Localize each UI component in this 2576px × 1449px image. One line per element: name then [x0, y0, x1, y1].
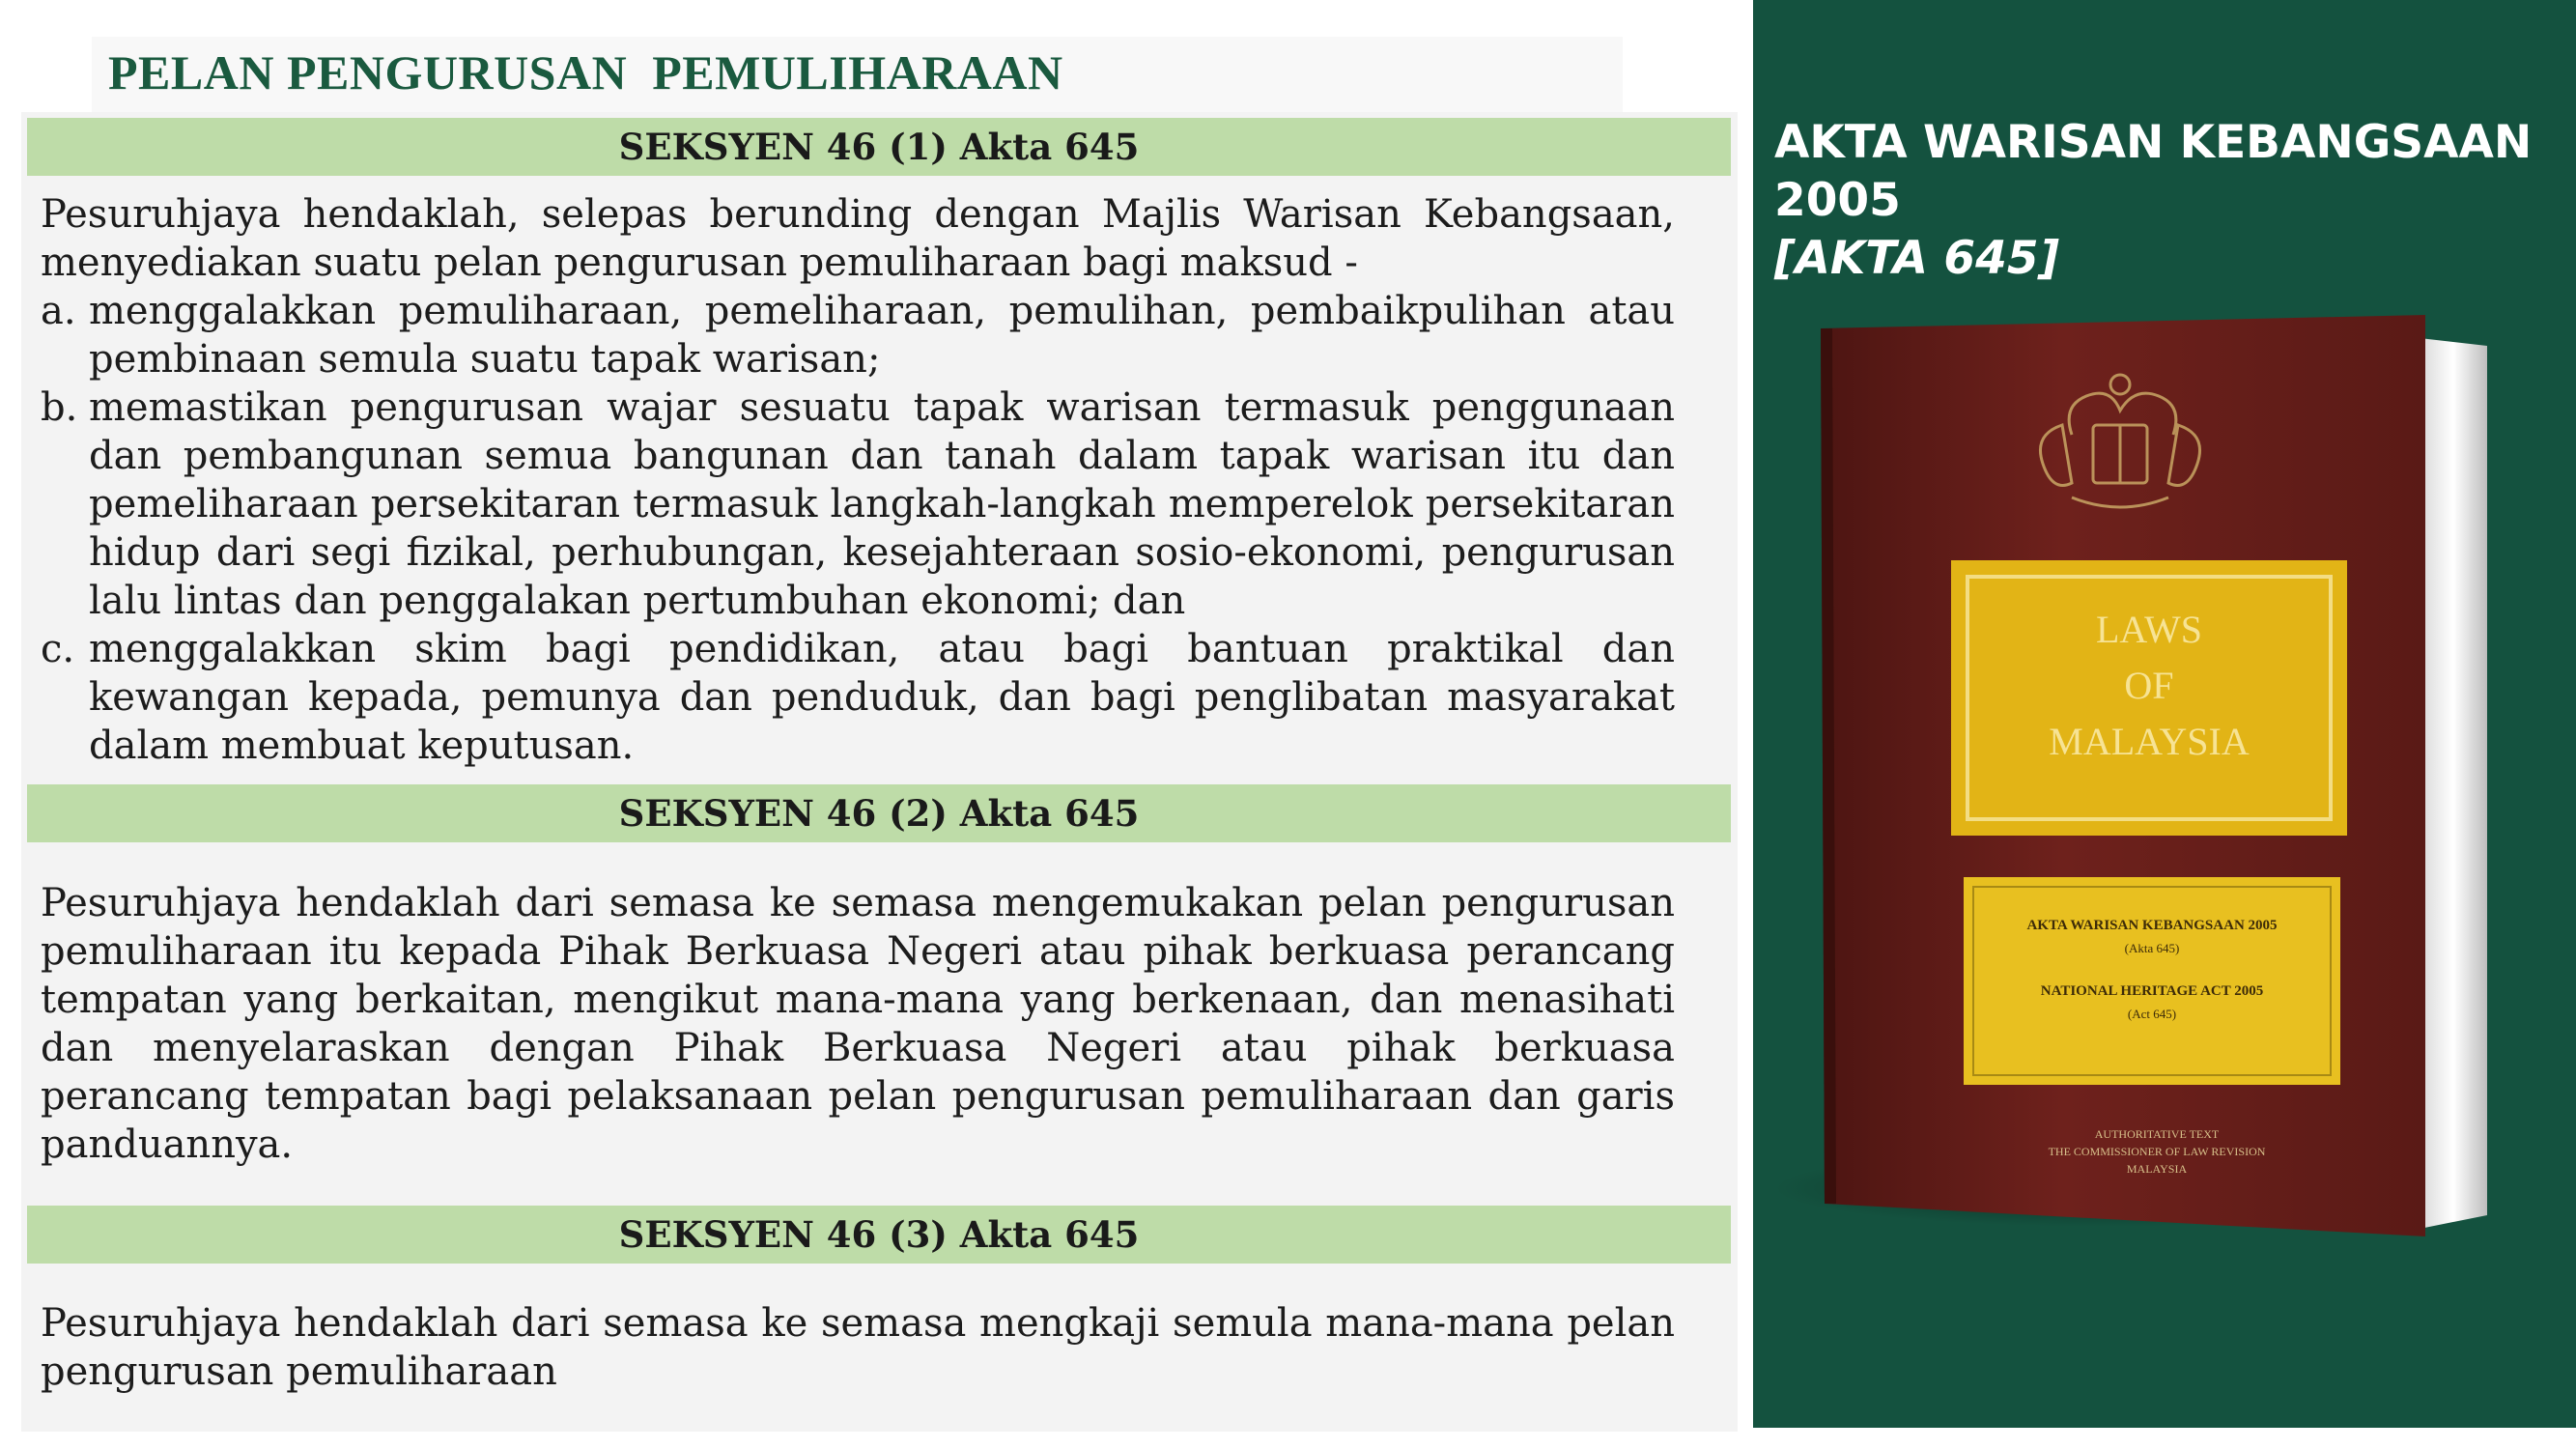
list-marker: c.: [41, 627, 75, 671]
cover-title-plate: [1951, 560, 2347, 836]
book-cover-image: [1753, 290, 2576, 1256]
cover-title-line-3: MALAYSIA: [2049, 720, 2250, 763]
side-panel-subtitle: [AKTA 645]: [1774, 232, 2060, 285]
section-46-3-body: Pesuruhjaya hendaklah dari semasa ke semasa mengkaji semula mana-mana pelan pengurusan pemuliharaan: [41, 1301, 1675, 1394]
section-header-46-1: SEKSYEN 46 (1) Akta 645: [27, 118, 1731, 176]
label-line-2: (Akta 645): [2124, 941, 2180, 955]
page-title: PELAN PENGURUSAN PEMULIHARAAN: [108, 45, 1063, 99]
list-marker: b.: [41, 385, 78, 430]
cover-label-plate: [1964, 877, 2340, 1085]
cover-title-line-2: OF: [2124, 664, 2174, 707]
footer-line-3: MALAYSIA: [2126, 1162, 2188, 1176]
side-panel-title-text: AKTA WARISAN KEBANGSAAN 2005: [1774, 116, 2533, 227]
list-item-text: memastikan pengurusan wajar sesuatu tapak warisan termasuk penggunaan dan pembangunan semua bangunan dan tanah dalam tapak warisan itu dan pemeliharaan persekitaran termasuk langkah-langkah memperelok persekitaran hidup dari segi fizikal, perhubungan, kesejahteraan sosio-ekonomi, pengurusan lalu lintas dan penggalakan pertumbuhan ekonomi; dan: [89, 385, 1675, 623]
side-panel-title: [1774, 114, 2576, 288]
list-item-text: menggalakkan pemuliharaan, pemeliharaan, pemulihan, pembaikpulihan atau pembinaan semula suatu tapak warisan;: [89, 289, 1675, 382]
list-item-text: menggalakkan skim bagi pendidikan, atau bagi bantuan praktikal dan kewangan kepada, pemunya dan penduduk, dan bagi penglibatan masyarakat dalam membuat keputusan.: [89, 627, 1675, 768]
cover-title-line-1: LAWS: [2095, 608, 2203, 651]
section-46-1-list: [41, 287, 1675, 770]
section-46-1-intro: Pesuruhjaya hendaklah, selepas berunding dengan Majlis Warisan Kebangsaan, menyediakan suatu pelan pengurusan pemuliharaan bagi maksud -: [41, 192, 1675, 285]
list-marker: a.: [41, 289, 76, 333]
section-header-46-3: SEKSYEN 46 (3) Akta 645: [27, 1206, 1731, 1264]
footer-line-2: THE COMMISSIONER OF LAW REVISION: [2048, 1145, 2266, 1158]
list-item: [41, 625, 1675, 770]
label-line-4: (Act 645): [2127, 1007, 2177, 1021]
list-item: [41, 384, 1675, 625]
list-item: [41, 287, 1675, 384]
section-header-46-2: SEKSYEN 46 (2) Akta 645: [27, 784, 1731, 842]
section-46-2-body: Pesuruhjaya hendaklah dari semasa ke semasa mengemukakan pelan pengurusan pemuliharaan itu kepada Pihak Berkuasa Negeri atau pihak berkuasa perancang tempatan yang berkaitan, mengikut mana-mana yang berkenaan, dan menasihati dan menyelaraskan dengan Pihak Berkuasa Negeri atau pihak berkuasa perancang tempatan bagi pelaksanaan pelan pengurusan pemuliharaan dan garis panduannya.: [41, 881, 1675, 1167]
book-pages: [2420, 338, 2487, 1229]
label-line-3: NATIONAL HERITAGE ACT 2005: [2040, 983, 2264, 999]
footer-line-1: AUTHORITATIVE TEXT: [2094, 1127, 2220, 1141]
label-line-1: AKTA WARISAN KEBANGSAAN 2005: [2026, 918, 2278, 933]
